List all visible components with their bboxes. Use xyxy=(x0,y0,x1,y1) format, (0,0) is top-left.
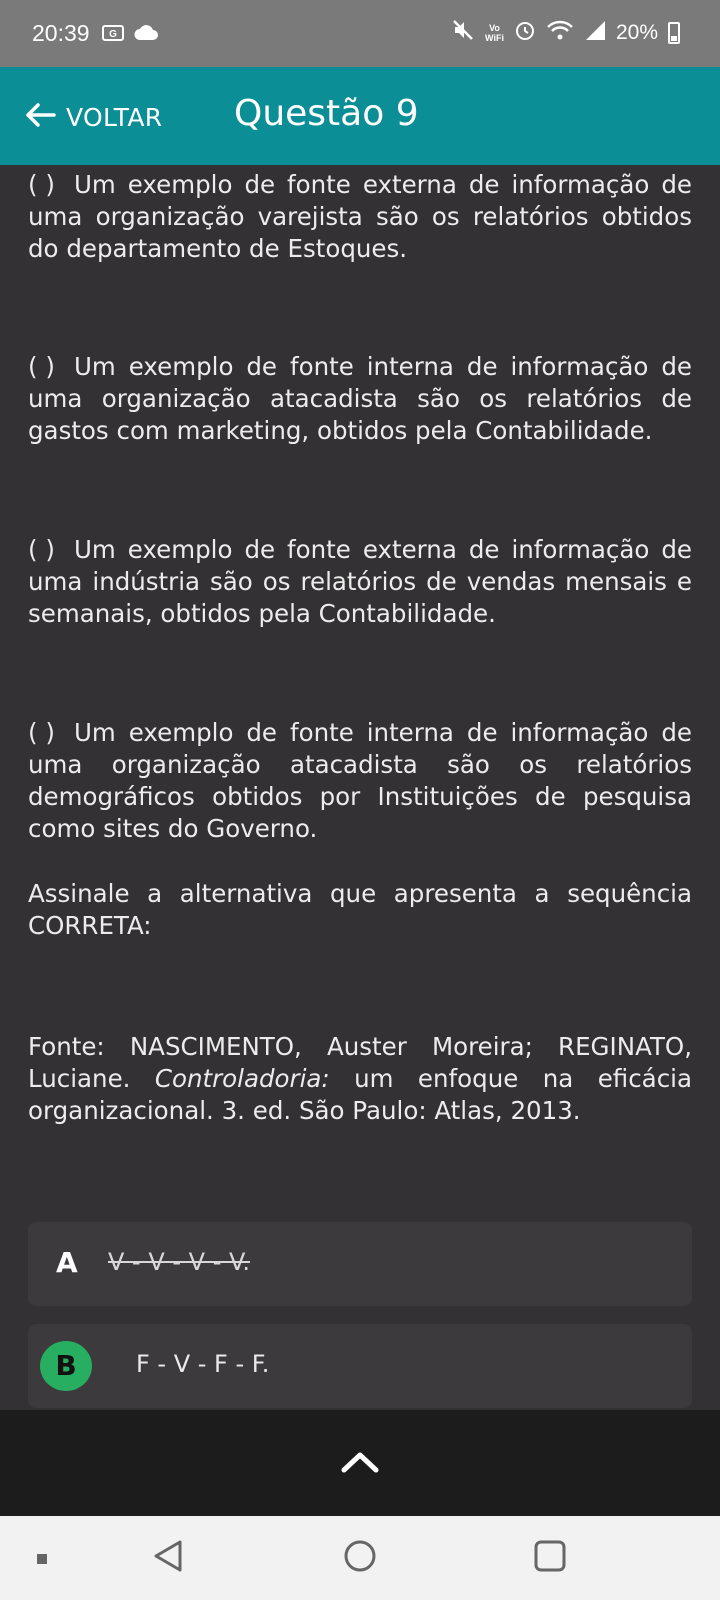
option-text: V - V - V - V. xyxy=(108,1248,250,1276)
app-bar xyxy=(0,67,720,165)
status-icons xyxy=(451,18,680,48)
statement-3: ( ) Um exemplo de fonte externa de informação de uma indústria são os relatórios de vendas mensais e semanais, obtidos pela Contabilidade. xyxy=(28,535,692,628)
system-nav-bar xyxy=(0,1516,720,1600)
paren-blank: ( ) xyxy=(28,170,55,199)
nav-overview-button[interactable] xyxy=(530,1536,570,1580)
selected-letter-badge: B xyxy=(40,1341,92,1391)
instruction: Assinale a alternativa que apresenta a sequência CORRETA: xyxy=(28,879,692,940)
statement-2: ( ) Um exemplo de fonte interna de informação de uma organização atacadista são os relatórios de gastos com marketing, obtidos pela Contabilidade. xyxy=(28,352,692,445)
option-letter: A xyxy=(56,1246,78,1279)
paren-blank: ( ) xyxy=(28,352,55,381)
status-time: 20:39 xyxy=(32,20,90,46)
wifi-icon xyxy=(546,19,574,47)
battery-icon xyxy=(668,22,680,44)
nav-back-button[interactable] xyxy=(150,1536,186,1580)
mute-icon xyxy=(451,18,475,48)
chevron-up-icon xyxy=(336,1438,384,1486)
back-button[interactable] xyxy=(24,95,162,139)
page-title: Questão 9 xyxy=(234,93,419,134)
battery-percent: 20% xyxy=(615,21,658,44)
paren-blank: ( ) xyxy=(28,535,55,564)
statement-4: ( ) Um exemplo de fonte interna de informação de uma organização atacadista são os relatórios demográficos obtidos por Instituições de pesquisa como sites do Governo. xyxy=(28,718,692,843)
status-bar xyxy=(0,0,720,67)
circle-home-icon xyxy=(340,1536,380,1576)
source-citation: Fonte: NASCIMENTO, Auster Moreira; REGINATO, Luciane. Controladoria: um enfoque na eficácia organizacional. 3. ed. São Paulo: Atlas, 2013. xyxy=(28,1032,692,1125)
vowifi-icon: Vo WiFi xyxy=(485,23,504,43)
expand-button[interactable] xyxy=(336,1438,384,1486)
alarm-icon xyxy=(514,19,536,47)
paren-blank: ( ) xyxy=(28,718,55,747)
option-text: F - V - F - F. xyxy=(136,1350,270,1378)
option-b[interactable] xyxy=(28,1324,692,1408)
gallery-notification-icon: G xyxy=(102,25,124,41)
statement-1: ( ) Um exemplo de fonte externa de informação de uma organização varejista são os relatórios obtidos do departamento de Estoques. xyxy=(28,170,692,263)
option-a[interactable] xyxy=(28,1222,692,1306)
cloud-icon xyxy=(133,22,159,47)
square-dot-icon xyxy=(36,1550,48,1569)
signal-icon xyxy=(584,19,606,47)
bottom-panel xyxy=(0,1410,720,1516)
square-overview-icon xyxy=(530,1536,570,1576)
triangle-back-icon xyxy=(150,1536,186,1576)
arrow-left-icon xyxy=(24,101,56,133)
nav-home-button[interactable] xyxy=(340,1536,380,1580)
back-label: VOLTAR xyxy=(66,102,163,132)
